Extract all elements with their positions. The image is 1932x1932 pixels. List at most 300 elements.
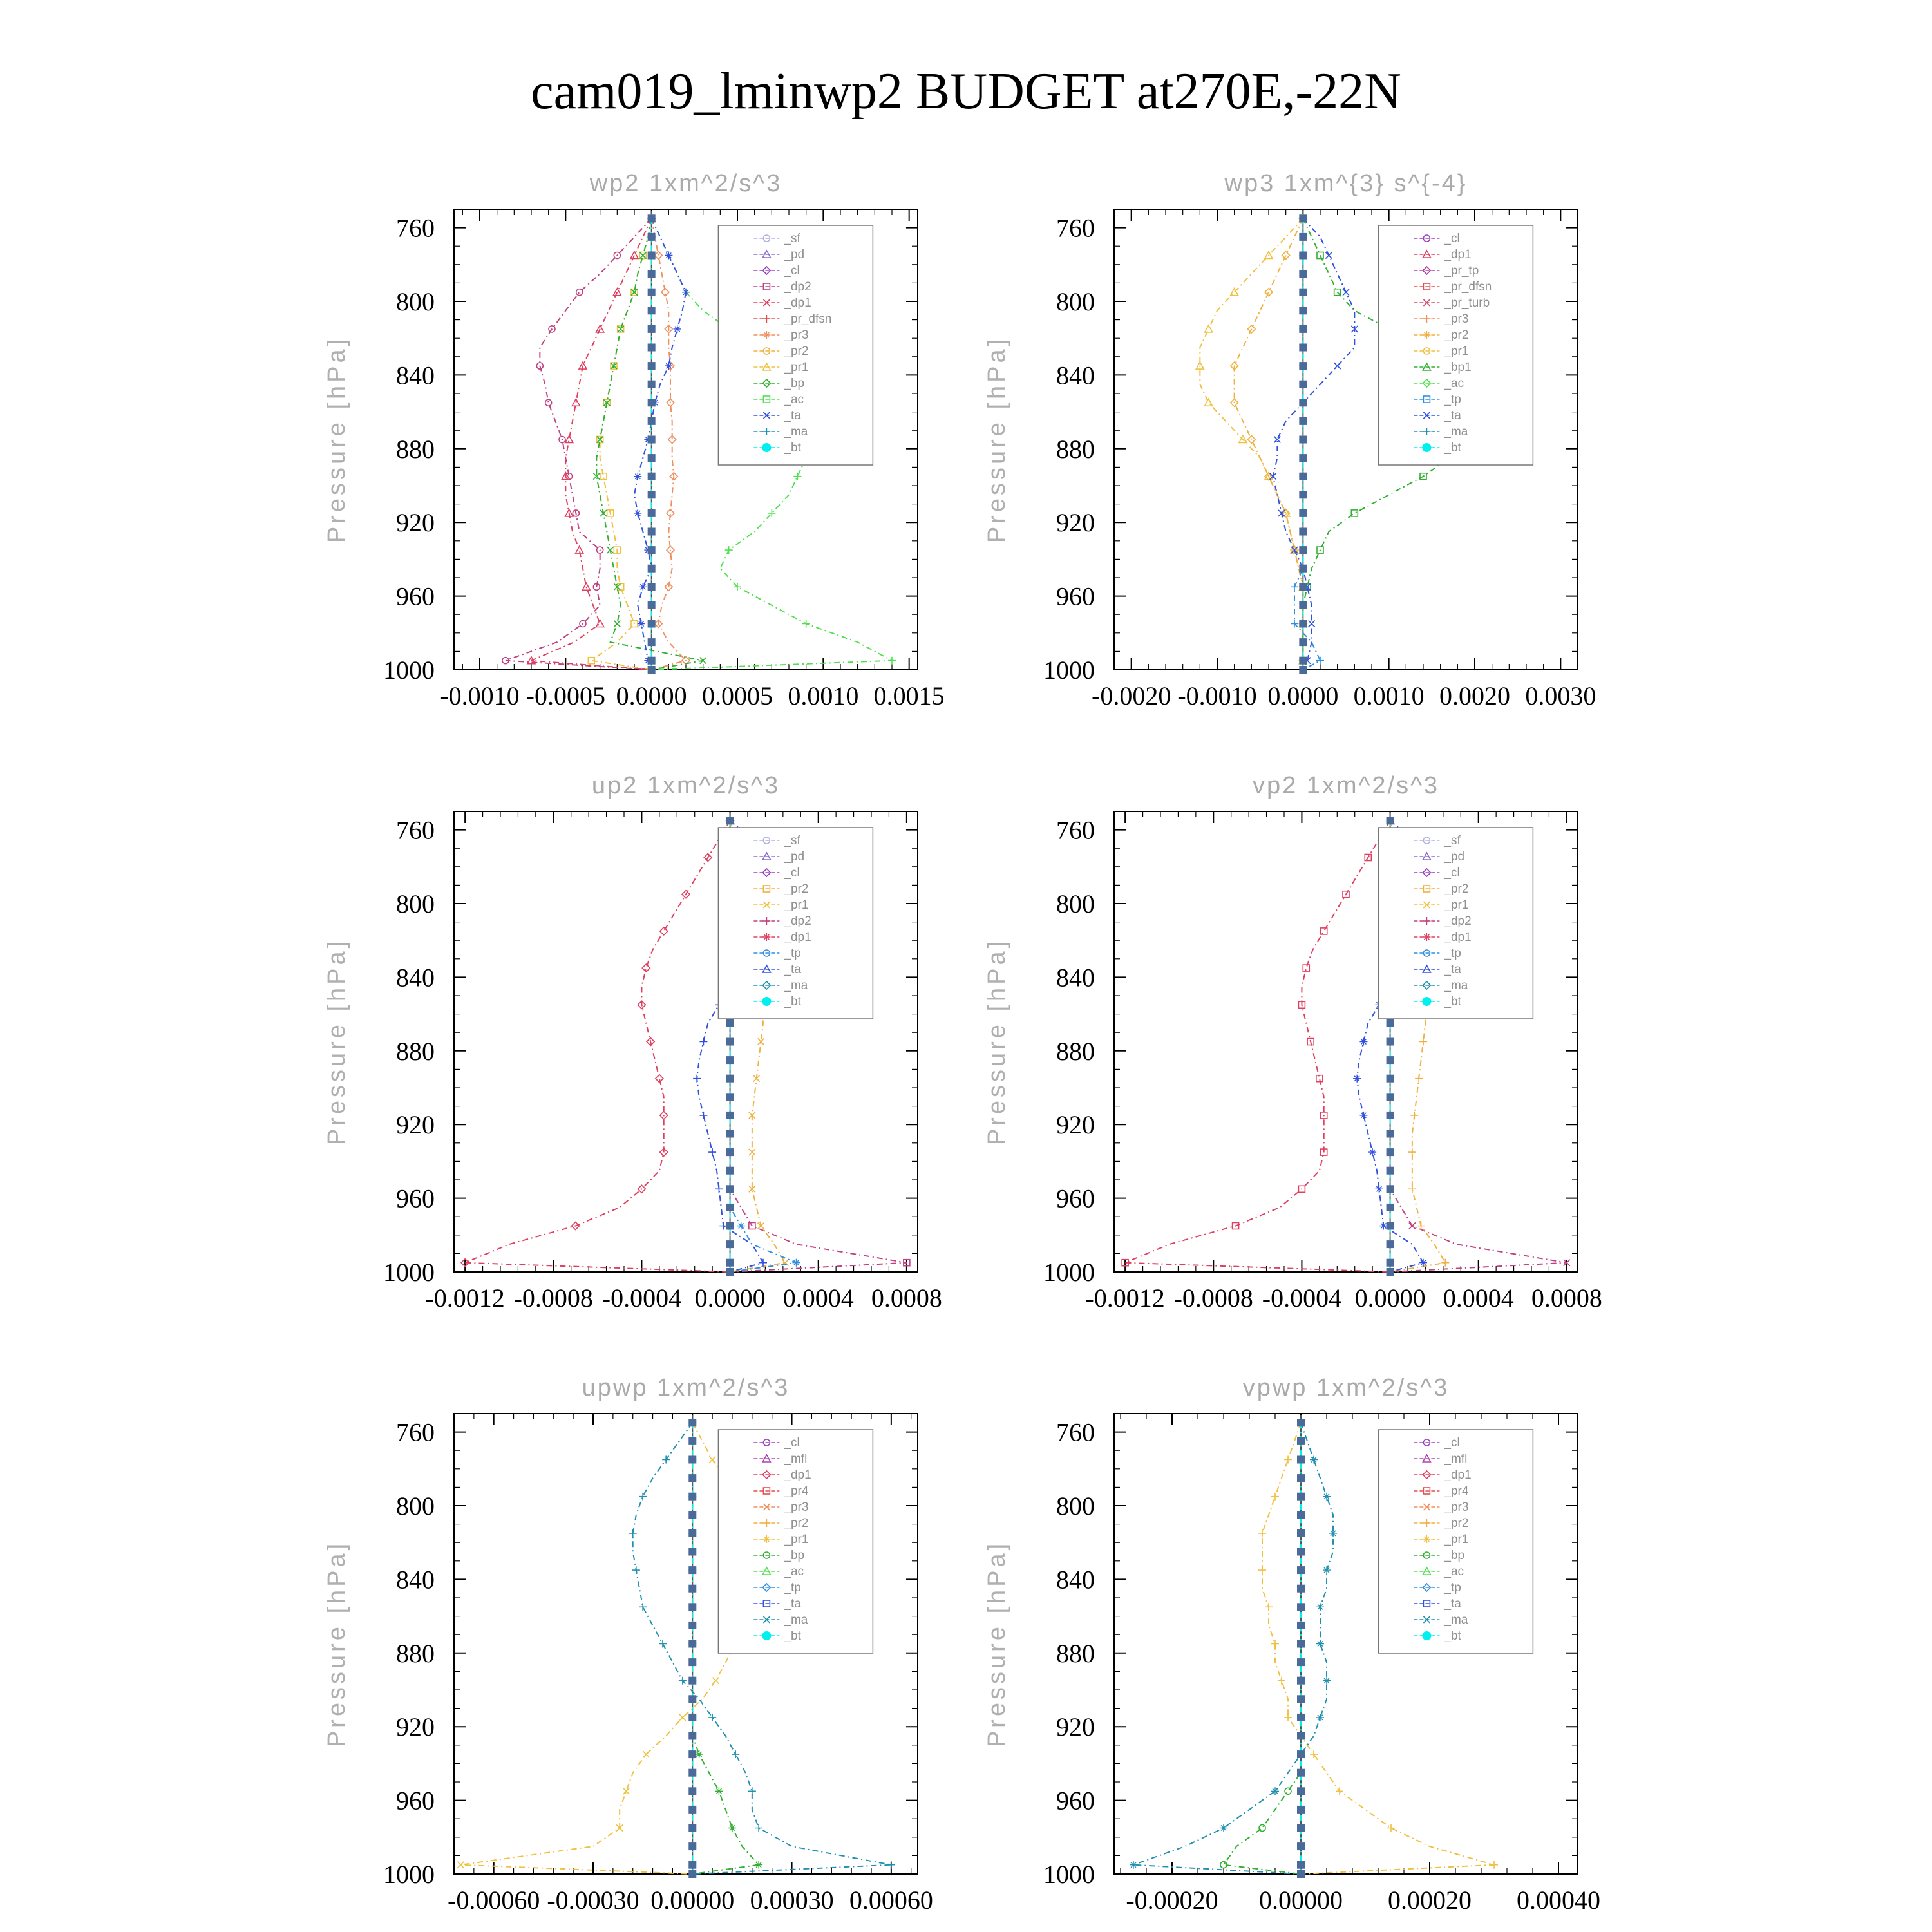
x-tick-label: -0.0004 bbox=[601, 1283, 682, 1312]
legend-label: _bp bbox=[784, 1549, 805, 1562]
y-axis-label: Pressure [hPa] bbox=[323, 938, 350, 1146]
data-point bbox=[719, 1222, 727, 1230]
series-line bbox=[1224, 1423, 1301, 1874]
data-point bbox=[639, 1603, 647, 1611]
data-point bbox=[748, 1787, 756, 1795]
data-point bbox=[643, 1751, 649, 1757]
legend-label: _mfl bbox=[784, 1452, 808, 1466]
legend-label: _mfl bbox=[1444, 1452, 1468, 1466]
legend-label: _ma bbox=[1444, 1613, 1468, 1627]
data-point bbox=[1309, 621, 1315, 627]
series-ma bbox=[1130, 1419, 1337, 1874]
y-tick-label: 1000 bbox=[1043, 1860, 1095, 1889]
data-point bbox=[1387, 1259, 1394, 1267]
data-point bbox=[1387, 1185, 1394, 1193]
legend-label: _ac bbox=[1444, 1565, 1464, 1578]
data-point bbox=[648, 325, 656, 333]
data-point bbox=[1419, 1038, 1427, 1046]
y-tick-label: 760 bbox=[1056, 815, 1095, 845]
figure-title: cam019_lminwp2 BUDGET at270E,-22N bbox=[531, 63, 1401, 120]
series-line bbox=[1200, 218, 1303, 670]
legend-label: _ta bbox=[784, 1597, 801, 1611]
data-point bbox=[648, 601, 656, 609]
data-point bbox=[755, 1824, 762, 1832]
data-point bbox=[688, 1870, 696, 1878]
x-tick-label: -0.00030 bbox=[547, 1886, 639, 1915]
legend bbox=[1378, 828, 1533, 1019]
data-point bbox=[1299, 565, 1307, 573]
data-point bbox=[648, 214, 656, 222]
legend-label: _bt bbox=[784, 1629, 801, 1643]
data-point bbox=[1387, 1222, 1394, 1230]
data-point bbox=[1297, 1419, 1305, 1426]
data-point bbox=[1368, 1148, 1376, 1156]
y-tick-label: 800 bbox=[396, 889, 435, 918]
data-point bbox=[728, 1824, 736, 1832]
legend-label: _dp1 bbox=[784, 296, 811, 310]
x-tick-label: 0.00000 bbox=[650, 1886, 735, 1915]
data-point bbox=[688, 1474, 696, 1482]
legend-label: _dp1 bbox=[1444, 931, 1472, 944]
data-point bbox=[648, 307, 656, 314]
y-tick-label: 920 bbox=[1056, 1110, 1095, 1140]
data-point bbox=[1297, 1714, 1305, 1721]
data-point bbox=[1299, 454, 1307, 462]
data-point bbox=[726, 1167, 734, 1175]
data-point bbox=[631, 289, 638, 296]
legend-label: _ma bbox=[1444, 979, 1468, 992]
data-point bbox=[1310, 1750, 1318, 1758]
data-point bbox=[1285, 1788, 1291, 1794]
data-point bbox=[1323, 1566, 1331, 1574]
data-point bbox=[1297, 1493, 1305, 1501]
data-point bbox=[1297, 1622, 1305, 1629]
data-point bbox=[1387, 1824, 1395, 1832]
legend-label: _cl bbox=[1444, 866, 1460, 880]
data-point bbox=[802, 620, 810, 628]
data-point bbox=[457, 1862, 464, 1868]
data-point bbox=[576, 289, 583, 296]
x-tick-label: 0.0015 bbox=[873, 681, 945, 710]
data-point bbox=[1297, 1824, 1305, 1832]
y-tick-label: 840 bbox=[1056, 1565, 1095, 1595]
y-tick-label: 1000 bbox=[383, 1258, 435, 1287]
y-tick-label: 960 bbox=[396, 1184, 435, 1213]
data-point bbox=[726, 1185, 734, 1193]
data-point bbox=[688, 1750, 696, 1758]
panel-title: up2 1xm^2/s^3 bbox=[591, 772, 781, 799]
data-point bbox=[1271, 1640, 1279, 1648]
legend-label: _pr_tp bbox=[1444, 264, 1479, 278]
data-point bbox=[1387, 1075, 1394, 1083]
x-tick-label: -0.0005 bbox=[526, 681, 605, 710]
data-point bbox=[674, 325, 681, 333]
data-point bbox=[648, 583, 656, 591]
y-tick-label: 1000 bbox=[383, 656, 435, 685]
legend-label: _pr4 bbox=[784, 1484, 809, 1498]
y-tick-label: 800 bbox=[396, 1492, 435, 1520]
legend-label: _dp2 bbox=[784, 914, 811, 928]
data-point bbox=[688, 1732, 696, 1740]
data-point bbox=[688, 1640, 696, 1648]
data-point bbox=[726, 1130, 734, 1138]
data-point bbox=[1299, 601, 1307, 609]
y-tick-label: 800 bbox=[1056, 1492, 1095, 1520]
x-tick-label: 0.0030 bbox=[1525, 681, 1596, 710]
data-point bbox=[688, 1566, 696, 1574]
legend-label: _sf bbox=[784, 232, 800, 245]
data-point bbox=[582, 583, 590, 590]
legend-label: _dp2 bbox=[784, 280, 811, 294]
series-pr1 bbox=[1196, 214, 1307, 670]
data-point bbox=[1334, 363, 1341, 369]
data-point bbox=[1323, 1493, 1331, 1501]
chart-panel-2 bbox=[983, 170, 1596, 710]
panel-title: upwp 1xm^2/s^3 bbox=[582, 1374, 790, 1401]
legend-label: _cl bbox=[1444, 1436, 1460, 1450]
legend-label: _cl bbox=[784, 1436, 800, 1450]
legend-label: _pr2 bbox=[1444, 328, 1469, 342]
panel-title: vp2 1xm^2/s^3 bbox=[1252, 772, 1440, 799]
y-tick-label: 920 bbox=[1056, 1712, 1095, 1742]
y-axis-label: Pressure [hPa] bbox=[323, 336, 350, 544]
data-point bbox=[1299, 344, 1307, 352]
x-tick-label: -0.0010 bbox=[1177, 681, 1257, 710]
data-point bbox=[648, 528, 656, 536]
series-line bbox=[652, 218, 686, 670]
data-point bbox=[1297, 1658, 1305, 1666]
y-tick-label: 880 bbox=[1056, 1036, 1095, 1066]
data-point bbox=[648, 436, 656, 444]
data-point bbox=[888, 657, 896, 665]
data-point bbox=[1329, 1530, 1337, 1537]
data-point bbox=[1387, 1268, 1394, 1276]
data-point bbox=[630, 252, 638, 259]
data-point bbox=[1299, 546, 1307, 554]
data-point bbox=[1316, 1603, 1324, 1611]
data-point bbox=[726, 1240, 734, 1248]
data-point bbox=[726, 1038, 734, 1046]
data-point bbox=[688, 1603, 696, 1611]
data-point bbox=[1299, 620, 1307, 628]
data-point bbox=[1408, 1185, 1416, 1193]
legend-label: _bt bbox=[1444, 995, 1461, 1009]
data-point bbox=[597, 437, 603, 443]
y-tick-label: 760 bbox=[396, 213, 435, 243]
legend-label: _tp bbox=[1444, 393, 1461, 406]
x-tick-label: -0.0010 bbox=[440, 681, 520, 710]
y-tick-label: 760 bbox=[396, 1417, 435, 1447]
data-point bbox=[1441, 1259, 1449, 1267]
legend-label: _pr1 bbox=[1444, 1533, 1469, 1546]
y-tick-label: 840 bbox=[1056, 963, 1095, 992]
x-tick-label: 0.0004 bbox=[782, 1283, 854, 1312]
x-tick-label: -0.00020 bbox=[1126, 1886, 1218, 1915]
data-point bbox=[634, 509, 641, 517]
series-line bbox=[1294, 218, 1320, 670]
legend-label: _pr_dfsn bbox=[1444, 280, 1492, 294]
data-point bbox=[726, 1112, 734, 1119]
data-point bbox=[737, 1222, 745, 1230]
series-line bbox=[591, 218, 651, 670]
legend-label: _pr_turb bbox=[1444, 296, 1490, 310]
y-tick-label: 760 bbox=[1056, 1417, 1095, 1447]
data-point bbox=[614, 621, 620, 627]
data-point bbox=[648, 546, 656, 554]
data-point bbox=[648, 620, 656, 628]
y-tick-label: 960 bbox=[1056, 582, 1095, 611]
data-point bbox=[725, 546, 733, 554]
data-point bbox=[1130, 1861, 1137, 1869]
data-point bbox=[665, 252, 672, 260]
data-point bbox=[1387, 1056, 1394, 1064]
data-point bbox=[688, 1530, 696, 1537]
data-point bbox=[726, 1019, 734, 1027]
data-point bbox=[688, 1658, 696, 1666]
x-tick-label: 0.00030 bbox=[750, 1886, 834, 1915]
chart-panel-1 bbox=[323, 170, 945, 710]
data-point bbox=[1297, 1456, 1305, 1464]
legend-marker bbox=[1422, 997, 1431, 1006]
y-tick-label: 1000 bbox=[1043, 656, 1095, 685]
y-tick-label: 960 bbox=[396, 582, 435, 611]
series-line bbox=[1273, 218, 1355, 670]
data-point bbox=[715, 1787, 723, 1795]
legend-label: _ta bbox=[1444, 963, 1461, 976]
data-point bbox=[648, 454, 656, 462]
x-tick-label: 0.00000 bbox=[1259, 1886, 1343, 1915]
legend-label: _dp2 bbox=[1444, 914, 1472, 928]
legend-label: _ta bbox=[1444, 1597, 1461, 1611]
y-tick-label: 880 bbox=[396, 1638, 435, 1668]
data-point bbox=[1297, 1603, 1305, 1611]
y-tick-label: 840 bbox=[396, 361, 435, 390]
x-tick-label: 0.0020 bbox=[1439, 681, 1510, 710]
legend-label: _ma bbox=[784, 425, 808, 439]
series-bp bbox=[1220, 1419, 1304, 1874]
y-tick-label: 800 bbox=[1056, 889, 1095, 918]
series-line bbox=[460, 1423, 759, 1874]
data-point bbox=[1297, 1548, 1305, 1556]
x-tick-label: 0.00020 bbox=[1388, 1886, 1472, 1915]
x-tick-label: -0.0008 bbox=[513, 1283, 593, 1312]
data-point bbox=[1343, 289, 1349, 296]
x-tick-label: 0.00060 bbox=[849, 1886, 933, 1915]
data-point bbox=[1353, 1075, 1361, 1083]
data-point bbox=[639, 252, 646, 259]
data-point bbox=[1316, 1640, 1324, 1648]
data-point bbox=[1387, 1019, 1394, 1027]
data-point bbox=[648, 399, 656, 406]
data-point bbox=[688, 1842, 696, 1850]
chart-panel-5 bbox=[323, 1374, 933, 1915]
data-point bbox=[696, 1750, 703, 1758]
legend-label: _pr1 bbox=[784, 1533, 809, 1546]
data-point bbox=[688, 1769, 696, 1777]
data-point bbox=[648, 417, 656, 425]
x-tick-label: -0.0012 bbox=[1085, 1283, 1165, 1312]
data-point bbox=[648, 565, 656, 573]
legend-label: _bt bbox=[1444, 441, 1461, 455]
series-pr1 bbox=[457, 1419, 762, 1874]
data-point bbox=[699, 1112, 707, 1119]
data-point bbox=[1278, 1677, 1285, 1685]
y-tick-label: 840 bbox=[396, 1565, 435, 1595]
data-point bbox=[712, 1678, 719, 1684]
legend-label: _pr_dfsn bbox=[784, 312, 832, 326]
data-point bbox=[1297, 1870, 1305, 1878]
data-point bbox=[632, 1566, 640, 1574]
legend bbox=[718, 828, 873, 1019]
data-point bbox=[1375, 1185, 1383, 1193]
legend-label: _dp1 bbox=[1444, 248, 1472, 261]
x-tick-label: 0.0008 bbox=[871, 1283, 942, 1312]
data-point bbox=[638, 620, 645, 628]
data-point bbox=[648, 289, 656, 296]
data-point bbox=[688, 1548, 696, 1556]
y-tick-label: 920 bbox=[396, 508, 435, 538]
legend-label: _cl bbox=[784, 866, 800, 880]
y-axis-label: Pressure [hPa] bbox=[983, 336, 1010, 544]
y-tick-label: 960 bbox=[1056, 1786, 1095, 1815]
x-tick-label: 0.0010 bbox=[788, 681, 859, 710]
data-point bbox=[693, 1075, 701, 1083]
data-point bbox=[1299, 638, 1307, 646]
legend-label: _pr1 bbox=[1444, 345, 1469, 358]
data-point bbox=[699, 1038, 707, 1046]
legend-label: _pr3 bbox=[784, 328, 809, 342]
y-tick-label: 800 bbox=[1056, 287, 1095, 316]
data-point bbox=[660, 927, 668, 935]
legend bbox=[1378, 1430, 1533, 1653]
data-point bbox=[659, 1640, 667, 1648]
data-point bbox=[688, 1456, 696, 1464]
y-tick-label: 1000 bbox=[383, 1860, 435, 1889]
data-point bbox=[596, 620, 604, 627]
data-point bbox=[1299, 417, 1307, 425]
series-line bbox=[531, 218, 652, 670]
legend bbox=[718, 225, 873, 465]
data-point bbox=[1410, 1112, 1418, 1119]
x-tick-label: -0.0012 bbox=[425, 1283, 505, 1312]
legend-label: _pr1 bbox=[784, 361, 809, 374]
legend-label: _dp1 bbox=[784, 931, 811, 944]
legend-label: _dp1 bbox=[784, 1468, 811, 1482]
x-tick-label: 0.00040 bbox=[1517, 1886, 1600, 1915]
data-point bbox=[1297, 1437, 1305, 1445]
y-tick-label: 1000 bbox=[1043, 1258, 1095, 1287]
legend-label: _ta bbox=[1444, 409, 1461, 422]
y-tick-label: 920 bbox=[396, 1110, 435, 1140]
legend-marker bbox=[762, 443, 771, 452]
data-point bbox=[726, 1093, 734, 1101]
data-point bbox=[648, 666, 656, 674]
data-point bbox=[1299, 436, 1307, 444]
data-point bbox=[572, 399, 580, 406]
legend-marker bbox=[1422, 1631, 1431, 1640]
data-point bbox=[1299, 583, 1307, 591]
legend-label: _pd bbox=[784, 248, 805, 261]
data-point bbox=[688, 1824, 696, 1832]
data-point bbox=[648, 473, 656, 480]
data-point bbox=[726, 1148, 734, 1156]
y-axis-label: Pressure [hPa] bbox=[323, 1540, 350, 1748]
data-point bbox=[688, 1493, 696, 1501]
data-point bbox=[648, 638, 656, 646]
legend bbox=[1378, 225, 1533, 465]
legend-label: _ma bbox=[1444, 425, 1468, 439]
data-point bbox=[726, 1204, 734, 1211]
legend-label: _pr2 bbox=[784, 345, 809, 358]
data-point bbox=[1379, 1222, 1387, 1230]
data-point bbox=[1387, 1148, 1394, 1156]
chart-panel-6 bbox=[983, 1374, 1600, 1915]
data-point bbox=[1299, 473, 1307, 480]
legend-label: _ma bbox=[784, 1613, 808, 1627]
data-point bbox=[688, 1714, 696, 1721]
data-point bbox=[688, 1677, 696, 1685]
legend-label: _bt bbox=[784, 441, 801, 455]
data-point bbox=[1408, 1148, 1416, 1156]
legend-label: _pr3 bbox=[784, 1501, 809, 1514]
x-tick-label: -0.00060 bbox=[448, 1886, 540, 1915]
data-point bbox=[1299, 325, 1307, 333]
x-tick-label: 0.0010 bbox=[1353, 681, 1425, 710]
data-point bbox=[1325, 252, 1332, 259]
legend-label: _ac bbox=[1444, 377, 1464, 390]
legend-marker bbox=[762, 1631, 771, 1640]
legend-label: _pr4 bbox=[1444, 1484, 1469, 1498]
data-point bbox=[1336, 1787, 1343, 1795]
data-point bbox=[1299, 528, 1307, 536]
data-point bbox=[648, 509, 656, 517]
data-point bbox=[1259, 1825, 1265, 1832]
data-point bbox=[1299, 252, 1307, 260]
data-point bbox=[1299, 491, 1307, 498]
data-point bbox=[1387, 1038, 1394, 1046]
legend-label: _ac bbox=[784, 393, 804, 406]
legend-label: _pd bbox=[784, 850, 805, 864]
series-line bbox=[634, 218, 686, 670]
data-point bbox=[648, 233, 656, 241]
y-tick-label: 800 bbox=[396, 287, 435, 316]
data-point bbox=[1297, 1530, 1305, 1537]
data-point bbox=[648, 381, 656, 388]
y-tick-label: 960 bbox=[1056, 1184, 1095, 1213]
data-point bbox=[1299, 233, 1307, 241]
data-point bbox=[648, 252, 656, 260]
data-point bbox=[1297, 1640, 1305, 1648]
data-point bbox=[1323, 1677, 1331, 1685]
data-point bbox=[545, 399, 552, 406]
legend-label: _sf bbox=[1444, 834, 1461, 848]
data-point bbox=[688, 1585, 696, 1593]
data-point bbox=[1299, 666, 1307, 674]
x-tick-label: 0.0000 bbox=[616, 681, 687, 710]
series-tp bbox=[1291, 214, 1324, 670]
data-point bbox=[1387, 1093, 1394, 1101]
x-tick-label: -0.0004 bbox=[1262, 1283, 1342, 1312]
data-point bbox=[749, 1149, 755, 1155]
data-point bbox=[1297, 1861, 1305, 1869]
data-point bbox=[1297, 1511, 1305, 1519]
panel-title: wp3 1xm^{3} s^{-4} bbox=[1224, 170, 1468, 197]
data-point bbox=[1297, 1750, 1305, 1758]
data-point bbox=[1359, 1112, 1367, 1119]
series-pr2 bbox=[1231, 214, 1307, 670]
data-point bbox=[1297, 1769, 1305, 1777]
data-point bbox=[1490, 1861, 1498, 1869]
